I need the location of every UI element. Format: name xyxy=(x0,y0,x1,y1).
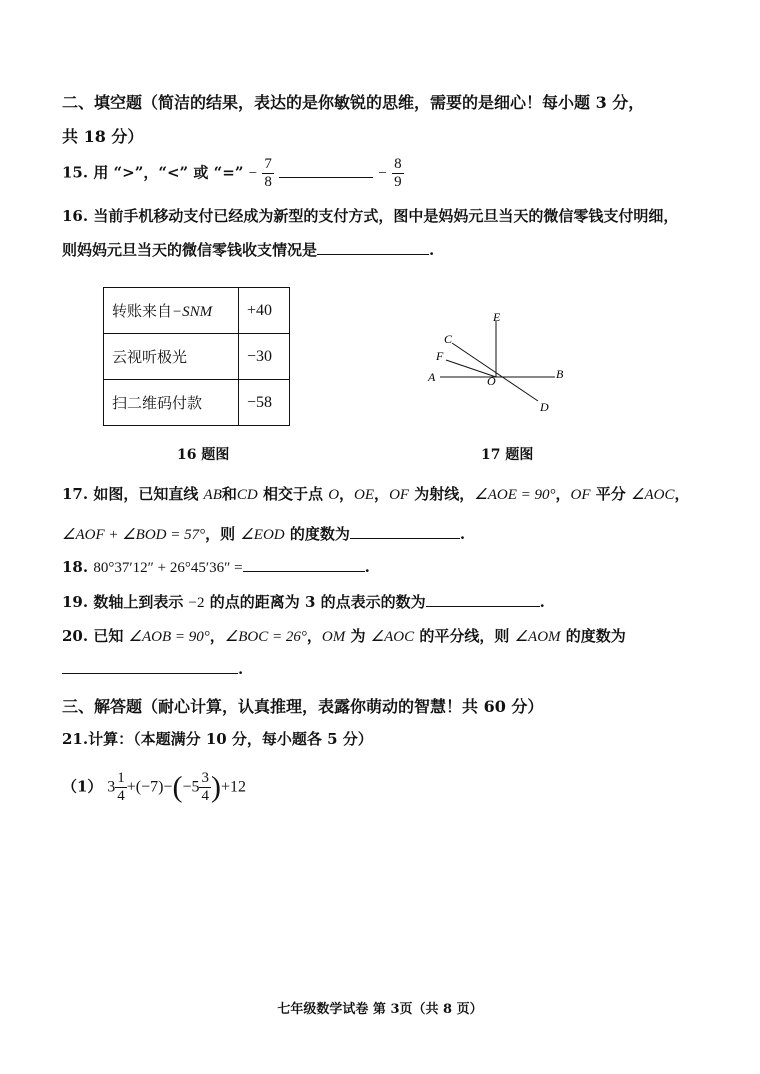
table-row xyxy=(104,380,290,426)
question-21-part1: （1） 3 $\frac{1}{4}$ +(−7)−(−5 $\frac{3}{4}$ )+12 xyxy=(62,770,247,804)
table-cell-value: −58 xyxy=(239,380,290,426)
section2-title-line1: 二、填空题（简洁的结果，表达的是你敏锐的思维，需要的是细心！每小题 3 分， xyxy=(62,93,645,112)
question-17-line1: 17. 如图，已知直线 AB和CD 相交于点 O，OE，OF 为射线，∠AOE = 90°，OF 平分 ∠AOC， xyxy=(62,485,690,503)
q15-frac1-denominator: 8 xyxy=(264,174,272,190)
label-e: E xyxy=(493,310,501,324)
q15-fraction-1 xyxy=(262,156,274,191)
question-16-line1: 16. 当前手机移动支付已经成为新型的支付方式，图中是妈妈元旦当天的微信零钱支付明细， xyxy=(62,207,679,225)
q18-answer-blank[interactable] xyxy=(243,557,365,572)
table-row xyxy=(104,334,290,380)
figure-17-caption: 17 题图 xyxy=(481,447,534,463)
q15-sign2: − xyxy=(378,165,387,182)
table-cell-label: 转账来自−SNM xyxy=(104,288,239,334)
table-cell-value: −30 xyxy=(239,334,290,380)
q16-period: . xyxy=(429,241,435,259)
question-15 xyxy=(62,156,404,191)
page-footer: 七年级数学试卷 第 3页（共 8 页） xyxy=(277,1002,483,1017)
table-row xyxy=(104,288,290,334)
question-20: 20. 已知 ∠AOB = 90°，∠BOC = 26°，OM 为 ∠AOC 的平分线，则 ∠AOM 的度数为 xyxy=(62,627,626,645)
question-18: 18. 80°37′12″ + 26°45′36″ = . xyxy=(62,558,370,576)
table-cell-label: 扫二维码付款 xyxy=(104,380,239,426)
label-b: B xyxy=(556,367,564,381)
label-o: O xyxy=(487,374,496,388)
q16-payment-table xyxy=(103,287,290,426)
q15-sign1: − xyxy=(248,165,258,182)
label-c: C xyxy=(444,332,453,346)
q15-frac1-numerator: 7 xyxy=(264,156,272,172)
figure-16-caption: 16 题图 xyxy=(177,447,230,463)
figure-17-diagram xyxy=(420,305,580,420)
q15-frac2-denominator: 9 xyxy=(394,174,402,190)
question-20-answer-line: . xyxy=(62,659,243,678)
q21-fraction-2: $\frac{3}{4}$ xyxy=(201,770,209,804)
label-a: A xyxy=(428,370,436,384)
q15-answer-blank[interactable] xyxy=(279,163,373,178)
q20-answer-blank[interactable] xyxy=(62,659,238,674)
q15-frac2-numerator: 8 xyxy=(394,156,402,172)
question-19: 19. 数轴上到表示 −2 的点的距离为 3 的点表示的数为 . xyxy=(62,593,545,611)
question-17-line2: ∠AOF + ∠BOD = 57°，则 ∠EOD 的度数为 . xyxy=(62,525,466,543)
q17-answer-blank[interactable] xyxy=(350,524,460,539)
line-cd xyxy=(452,343,538,401)
q16-answer-blank[interactable] xyxy=(317,240,429,255)
question-16-line2 xyxy=(62,239,434,260)
q15-prefix: 15. 用 “>”，“<” 或 “=” xyxy=(62,163,249,182)
table-cell-label: 云视听极光 xyxy=(104,334,239,380)
q19-answer-blank[interactable] xyxy=(426,592,540,607)
table-cell-value: +40 xyxy=(239,288,290,334)
label-d: D xyxy=(540,400,549,414)
label-f: F xyxy=(436,349,444,363)
q15-fraction-2 xyxy=(392,156,404,191)
question-21-title: 21.计算：（本题满分 10 分，每小题各 5 分） xyxy=(62,730,373,748)
section2-title-line2: 共 18 分） xyxy=(62,127,144,146)
q16-line2-text: 则妈妈元旦当天的微信零钱收支情况是 xyxy=(62,241,318,259)
q21-fraction-1: $\frac{1}{4}$ xyxy=(117,770,125,804)
section3-title: 三、解答题（耐心计算，认真推理，表露你萌动的智慧！共 60 分） xyxy=(62,697,544,716)
